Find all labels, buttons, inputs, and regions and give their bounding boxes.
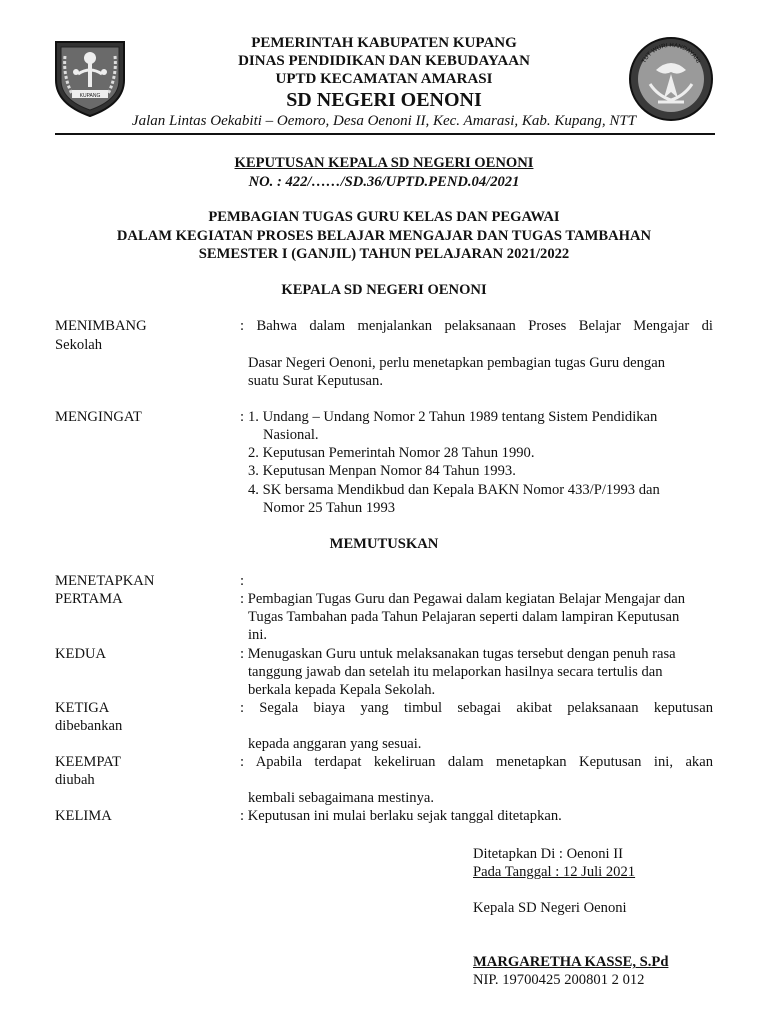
issuer-heading: KEPALA SD NEGERI OENONI xyxy=(281,282,487,298)
menimbang-first-line: : Bahwa dalam menjalankan pelaksanaan Proses Belajar Mengajar di xyxy=(240,318,713,334)
subject-line-1: PEMBAGIAN TUGAS GURU KELAS DAN PEGAWAI xyxy=(208,209,560,225)
memutuskan-heading: MEMUTUSKAN xyxy=(329,536,439,552)
pertama-line: ini. xyxy=(248,627,268,643)
mengingat-label: MENGINGAT xyxy=(55,409,142,425)
letterhead-government: PEMERINTAH KABUPATEN KUPANG xyxy=(251,35,517,51)
right-logo-text: TUT WURI HANDAYANI xyxy=(641,42,701,65)
menetapkan-colon: : xyxy=(240,573,245,589)
keempat-first-line: : Apabila terdapat kekeliruan dalam menetapkan Keputusan ini, akan xyxy=(240,754,713,770)
kelima-label: KELIMA xyxy=(55,808,112,824)
decree-title: KEPUTUSAN KEPALA SD NEGERI OENONI xyxy=(234,155,534,171)
mengingat-item: 2. Keputusan Pemerintah Nomor 28 Tahun 1990. xyxy=(248,445,535,461)
keempat-line: kembali sebagaimana mestinya. xyxy=(248,790,435,806)
signatory-nip: NIP. 19700425 200801 2 012 xyxy=(473,972,645,988)
mengingat-item: 4. SK bersama Mendikbud dan Kepala BAKN Nomor 433/P/1993 dan xyxy=(248,482,660,498)
pertama-label: PERTAMA xyxy=(55,591,123,607)
ketiga-label-continuation: dibebankan xyxy=(55,718,123,734)
signature-position: Kepala SD Negeri Oenoni xyxy=(473,900,627,916)
mengingat-item: 3. Keputusan Menpan Nomor 84 Tahun 1993. xyxy=(248,463,516,479)
mengingat-colon: : xyxy=(240,409,245,425)
kedua-first-line: : Menugaskan Guru untuk melaksanakan tugas tersebut dengan penuh rasa xyxy=(240,646,676,662)
signatory-name: MARGARETHA KASSE, S.Pd xyxy=(473,954,669,970)
mengingat-item-continuation: Nomor 25 Tahun 1993 xyxy=(263,500,396,516)
letterhead-school-name: SD NEGERI OENONI xyxy=(286,89,482,111)
kedua-line: tanggung jawab dan setelah itu melaporkan hasilnya secara tertulis dan xyxy=(248,664,663,680)
subject-line-3: SEMESTER I (GANJIL) TAHUN PELAJARAN 2021/2022 xyxy=(198,246,570,262)
keempat-label: KEEMPAT xyxy=(55,754,121,770)
ketiga-label: KETIGA xyxy=(55,700,110,716)
menimbang-label-continuation: Sekolah xyxy=(55,337,103,353)
letterhead-address: Jalan Lintas Oekabiti – Oemoro, Desa Oenoni II, Kec. Amarasi, Kab. Kupang, NTT xyxy=(131,113,637,129)
kedua-label: KEDUA xyxy=(55,646,107,662)
pertama-line: Tugas Tambahan pada Tahun Pelajaran seperti dalam lampiran Keputusan xyxy=(248,609,680,625)
pertama-first-line: : Pembagian Tugas Guru dan Pegawai dalam kegiatan Belajar Mengajar dan xyxy=(240,591,685,607)
letterhead-department: DINAS PENDIDIKAN DAN KEBUDAYAAN xyxy=(238,53,530,69)
signature-date: Pada Tanggal : 12 Juli 2021 xyxy=(473,864,636,880)
menimbang-line: Dasar Negeri Oenoni, perlu menetapkan pembagian tugas Guru dengan xyxy=(248,355,665,371)
mengingat-item-continuation: Nasional. xyxy=(263,427,319,443)
letterhead-divider xyxy=(55,133,715,135)
ketiga-line: kepada anggaran yang sesuai. xyxy=(248,736,422,752)
left-logo-text: KUPANG xyxy=(79,93,101,99)
letterhead-uptd: UPTD KECAMATAN AMARASI xyxy=(275,71,493,87)
ketiga-first-line: : Segala biaya yang timbul sebagai akibat pelaksanaan keputusan xyxy=(240,700,713,716)
menetapkan-label: MENETAPKAN xyxy=(55,573,155,589)
menimbang-label: MENIMBANG xyxy=(55,318,147,334)
subject-line-2: DALAM KEGIATAN PROSES BELAJAR MENGAJAR DAN TUGAS TAMBAHAN xyxy=(116,228,652,244)
menimbang-line: suatu Surat Keputusan. xyxy=(248,373,383,389)
kelima-first-line: : Keputusan ini mulai berlaku sejak tanggal ditetapkan. xyxy=(240,808,562,824)
kedua-line: berkala kepada Kepala Sekolah. xyxy=(248,682,436,698)
mengingat-item: 1. Undang – Undang Nomor 2 Tahun 1989 tentang Sistem Pendidikan xyxy=(248,409,658,425)
keempat-label-continuation: diubah xyxy=(55,772,95,788)
signature-place: Ditetapkan Di : Oenoni II xyxy=(473,846,623,862)
decree-number: NO. : 422/……/SD.36/UPTD.PEND.04/2021 xyxy=(248,174,520,190)
